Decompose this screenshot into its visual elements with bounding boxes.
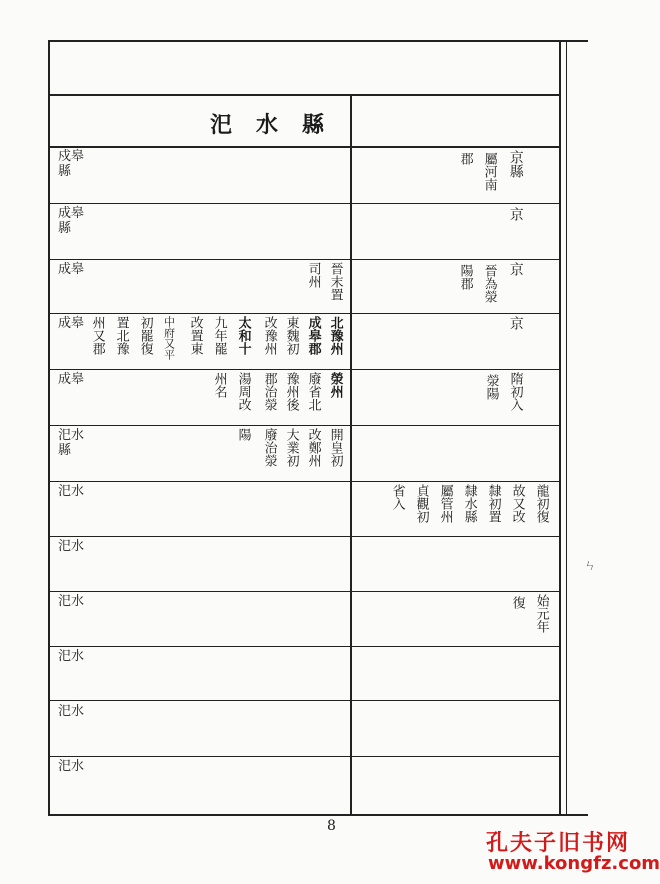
left-entry: 司州 [305, 262, 321, 288]
left-entry: 北豫州 [327, 316, 343, 355]
right-entry: 省入 [389, 484, 405, 510]
left-entry: 大業初 [283, 428, 299, 467]
row-label: 成皋 [58, 316, 85, 331]
right-entry: 滎陽 [483, 374, 499, 400]
right-entry: 隸水縣 [461, 484, 477, 523]
left-entry: 中府又平 [162, 316, 176, 360]
row-line [48, 646, 561, 647]
right-entry: 京 [507, 207, 524, 221]
left-entry: 豫州後 [283, 372, 299, 411]
row-line [48, 369, 561, 370]
right-entry: 始元年 [533, 594, 549, 633]
stray-mark: ㄣ [584, 558, 597, 572]
row-label: 汜水 [58, 649, 85, 664]
left-entry: 湯周改 [235, 372, 251, 411]
left-entry: 改鄭州 [305, 428, 321, 467]
right-entry: 龍初復 [533, 484, 549, 523]
row-label: 戍皋縣 [58, 149, 85, 179]
right-entry: 京 [507, 316, 524, 330]
left-entry: 改豫州 [261, 316, 277, 355]
watermark-url: www.kongfz.com [488, 853, 660, 874]
right-entry: 郡 [457, 152, 473, 165]
row-line [48, 94, 561, 96]
left-entry: 州又郡 [89, 316, 105, 355]
right-entry: 屬管州 [437, 484, 453, 523]
page-title: 汜水縣 [210, 112, 349, 138]
row-label: 成皋 [58, 262, 85, 277]
right-entry: 貞觀初 [413, 484, 429, 523]
row-label: 成皋 [58, 372, 85, 387]
left-entry: 廢省北 [305, 372, 321, 411]
left-entry: 開皇初 [327, 428, 343, 467]
row-label: 汜水 [58, 539, 85, 554]
row-line [48, 700, 561, 701]
right-entry: 陽郡 [457, 264, 473, 290]
row-label: 汜水 [58, 704, 85, 719]
left-entry: 成皋郡 [305, 316, 321, 355]
row-line [48, 146, 561, 148]
row-line [48, 425, 561, 426]
left-entry: 初罷復 [137, 316, 153, 355]
inner-frame-right-2 [566, 40, 567, 816]
row-line [48, 481, 561, 482]
row-label: 成皋縣 [58, 206, 85, 236]
row-label: 汜水 [58, 759, 85, 774]
right-entry: 晉為滎 [481, 264, 497, 303]
row-label: 汜水 [58, 484, 85, 499]
left-entry: 太和十 [235, 316, 251, 355]
title-box-left [48, 94, 50, 146]
left-entry: 滎州 [327, 372, 343, 398]
left-entry: 東魏初 [283, 316, 299, 355]
left-entry: 置北豫 [113, 316, 129, 355]
row-label: 汜水縣 [58, 428, 85, 458]
row-line [48, 259, 561, 260]
left-entry: 陽 [235, 428, 251, 441]
outer-border-bottom [48, 814, 588, 816]
right-entry: 京 [507, 262, 524, 276]
left-entry: 晉末置 [327, 262, 343, 301]
left-entry: 九年罷 [211, 316, 227, 355]
outer-border-top [48, 40, 588, 42]
row-line [48, 313, 561, 314]
left-entry: 州名 [211, 372, 227, 398]
row-line [48, 203, 561, 204]
right-entry: 隸初置 [485, 484, 501, 523]
left-entry: 郡治滎 [261, 372, 277, 411]
left-entry: 改置東 [187, 316, 203, 355]
row-line [48, 756, 561, 757]
page-number: 8 [327, 818, 336, 834]
right-entry: 故又改 [509, 484, 525, 523]
left-entry: 廢治滎 [261, 428, 277, 467]
row-label: 汜水 [58, 594, 85, 609]
watermark-title: 孔夫子旧书网 [486, 831, 631, 856]
right-entry: 復 [509, 596, 525, 609]
right-entry: 京縣 [507, 150, 524, 178]
right-entry: 屬河南 [481, 152, 497, 191]
row-line [48, 536, 561, 537]
right-entry: 隋初入 [507, 372, 523, 411]
row-line [48, 591, 561, 592]
